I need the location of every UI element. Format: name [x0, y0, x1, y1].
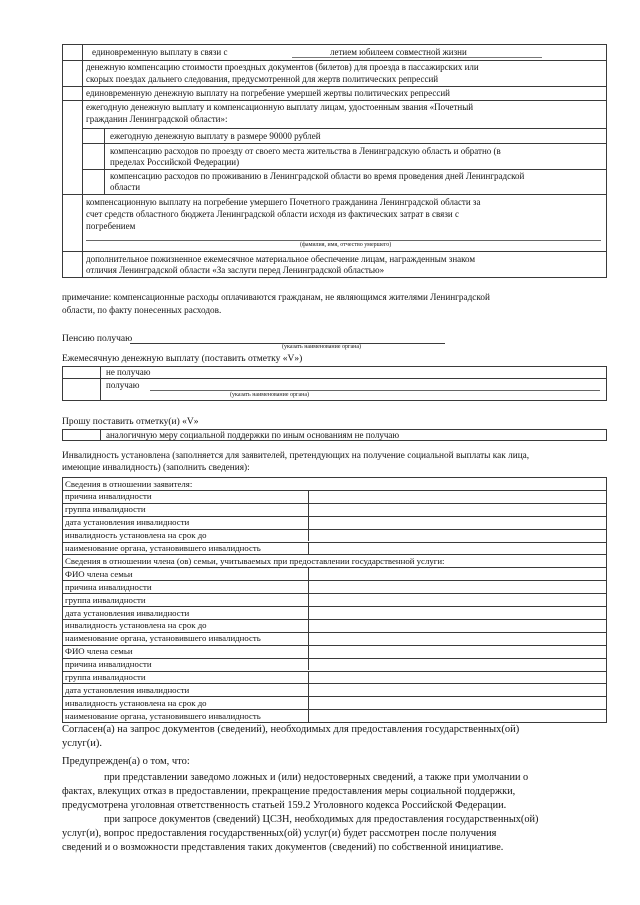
family-row-value-cell[interactable]: [309, 684, 606, 695]
warning-title: Предупрежден(а) о том, что:: [62, 756, 190, 767]
family-row-label: дата установления инвалидности: [65, 607, 190, 618]
warning-p2-line-1: при запросе документов (сведений) ЦСЗН, необходимых для предоставления государственных(ой): [104, 814, 539, 825]
checkbox-honorary-burial[interactable]: [63, 195, 82, 251]
family-row-label: дата установления инвалидности: [65, 684, 190, 695]
checkbox-honorary-citizen[interactable]: [63, 101, 82, 194]
applicant-row-label: группа инвалидности: [65, 504, 146, 515]
checkbox-accommodation-expenses[interactable]: [83, 170, 104, 194]
applicant-header-row-label: Сведения в отношении заявителя:: [65, 478, 193, 489]
family-row-value-cell[interactable]: [309, 620, 606, 631]
warning-p2-line-3: сведений и о возможности представления таких документов (сведений) по собственной инициативе.: [62, 842, 504, 853]
disability-intro-line-2: имеющие инвалидность) (заполнить сведения):: [62, 463, 250, 473]
table-column-divider: [308, 580, 309, 593]
table-column-divider: [308, 619, 309, 632]
option-row-3-text: единовременную денежную выплату на погребение умершей жертвы политических репрессий: [86, 88, 450, 98]
pension-label: Пенсию получаю: [62, 334, 133, 344]
warning-p2-line-2: услуг(и), вопрос предоставления государственных(ой) услуг(и) будет рассмотрен после получения: [62, 828, 497, 839]
table-column-divider: [308, 567, 309, 580]
consent-line-1: Согласен(а) на запрос документов (сведений), необходимых для предоставления государственных(ой): [62, 724, 520, 735]
note-line-2: области, по факту понесенных расходов.: [62, 305, 222, 315]
table-column-divider: [308, 709, 309, 722]
table-column-divider: [308, 503, 309, 516]
applicant-row-label: наименование органа, установившего инвалидность: [65, 543, 261, 553]
family-row-label: причина инвалидности: [65, 659, 152, 670]
family-header-row-label: Сведения в отношении члена (ов) семьи, учитываемых при предоставлении государственной услуги:: [65, 555, 445, 566]
consent-line-2: услуг(и).: [62, 738, 102, 749]
checkbox-monthly-not-receive[interactable]: [63, 367, 100, 378]
table-column-divider: [308, 529, 309, 542]
table-outer-border: [62, 477, 63, 722]
applicant-row-label: инвалидность установлена на срок до: [65, 530, 207, 541]
monthly-payment-label: Ежемесячную денежную выплату (поставить отметку «V»): [62, 354, 303, 364]
option-row-2-line-2: скорых поездах дальнего следования, предусмотренной для жертв политических репрессий: [86, 74, 439, 84]
option-row-4-sub-2-line-2: пределах Российской Федерации): [110, 157, 240, 167]
family-row-value-cell[interactable]: [309, 646, 606, 657]
warning-p1-line-2: фактах, влекущих отказ в предоставлении, прекращение предоставления меры социальной поддержки,: [62, 786, 516, 797]
table-column-divider: [308, 516, 309, 529]
family-row-value-cell[interactable]: [309, 672, 606, 683]
option-row-4-sub-1: ежегодную денежную выплату в размере 90000 рублей: [110, 131, 321, 141]
family-row-value-cell[interactable]: [309, 710, 606, 721]
warning-p1-line-1: при представлении заведомо ложных и (или) недостоверных сведений, а также при умолчании о: [104, 772, 529, 783]
option-row-1-fill: летием юбилеем совместной жизни: [330, 47, 467, 57]
applicant-row-value-cell[interactable]: [309, 530, 606, 541]
family-row-value-cell[interactable]: [309, 659, 606, 670]
family-row-label: группа инвалидности: [65, 672, 146, 682]
family-row-label: наименование органа, установившего инвалидность: [65, 710, 261, 721]
applicant-row-value-cell[interactable]: [309, 517, 606, 528]
family-row-value-cell[interactable]: [309, 633, 606, 644]
option-row-4-sub-3-line-2: области: [110, 182, 141, 192]
request-option-1: аналогичную меру социальной поддержки по иным основаниям не получаю: [106, 430, 400, 440]
option-row-1-text: единовременную выплату в связи с: [92, 47, 228, 57]
table-column-divider: [308, 658, 309, 671]
option-row-4-sub-2-line-1: компенсацию расходов по проезду от своего места жительства в Ленинградскую область и обратно (в: [110, 146, 501, 156]
table-column-divider: [308, 606, 309, 619]
warning-p1-line-3: предусмотрена уголовная ответственность статьей 159.2 Уголовного кодекса Российской Федерации.: [62, 800, 507, 811]
family-row-value-cell[interactable]: [309, 581, 606, 592]
monthly-caption: (указать наименование органа): [230, 392, 309, 398]
family-row-value-cell[interactable]: [309, 594, 606, 605]
deceased-name-caption: (фамилия, имя, отчество умершего): [300, 242, 392, 248]
family-row-label: причина инвалидности: [65, 581, 152, 592]
family-row-label: инвалидность установлена на срок до: [65, 697, 207, 708]
table-column-divider: [308, 490, 309, 503]
checkbox-no-similar-support[interactable]: [63, 430, 100, 440]
checkbox-annual-payment[interactable]: [83, 129, 104, 143]
checkbox-lifetime-support[interactable]: [63, 252, 82, 277]
option-row-4-line-1: ежегодную денежную выплату и компенсационную выплату лицам, удостоенным звания «Почетный: [86, 102, 474, 112]
option-row-6-line-1: дополнительное пожизненное ежемесячное материальное обеспечение лицам, награжденным знаком: [86, 254, 476, 264]
family-row-label: группа инвалидности: [65, 594, 146, 605]
table-column-divider: [308, 593, 309, 606]
family-row-label: ФИО члена семьи: [65, 568, 133, 579]
option-row-6-line-2: отличия Ленинградской области «За заслуги перед Ленинградской областью»: [86, 265, 385, 275]
family-row-value-cell[interactable]: [309, 697, 606, 708]
option-row-5-line-1: компенсационную выплату на погребение умершего Почетного гражданина Ленинградской области за: [86, 197, 481, 207]
applicant-row-value-cell[interactable]: [309, 543, 606, 554]
table-column-divider: [308, 542, 309, 555]
disability-intro-line-1: Инвалидность установлена (заполняется для заявителей, претендующих на получение социальной выплаты как лица,: [62, 451, 530, 461]
table-column-divider: [308, 671, 309, 684]
table-column-divider: [308, 632, 309, 645]
applicant-row-value-cell[interactable]: [309, 491, 606, 502]
checkbox-travel-expenses[interactable]: [83, 144, 104, 169]
family-row-label: наименование органа, установившего инвалидность: [65, 633, 261, 644]
table-outer-border: [606, 477, 607, 722]
applicant-row-label: причина инвалидности: [65, 491, 152, 502]
pension-caption: (указать наименование органа): [282, 344, 361, 350]
family-row-value-cell[interactable]: [309, 607, 606, 618]
monthly-option-receive: получаю: [106, 380, 140, 390]
option-row-5-line-2: счет средств областного бюджета Ленинградской области исходя из фактических затрат в связи с: [86, 209, 459, 219]
checkbox-burial-payment[interactable]: [63, 87, 82, 100]
monthly-option-not-receive: не получаю: [106, 367, 151, 377]
checkbox-monthly-receive[interactable]: [63, 379, 100, 400]
table-column-divider: [308, 696, 309, 709]
checkbox-travel-compensation[interactable]: [63, 61, 82, 86]
applicant-row-label: дата установления инвалидности: [65, 517, 190, 528]
table-column-divider: [308, 645, 309, 658]
request-label: Прошу поставить отметку(и) «V»: [62, 417, 199, 427]
note-line-1: примечание: компенсационные расходы оплачиваются гражданам, не являющимся жителями Ленинградской: [62, 292, 490, 302]
family-row-value-cell[interactable]: [309, 568, 606, 579]
option-row-2-line-1: денежную компенсацию стоимости проездных документов (билетов) для проезда в пассажирских или: [86, 62, 479, 72]
option-row-4-sub-3-line-1: компенсацию расходов по проживанию в Ленинградской области во время проведения дней Ленинградской: [110, 171, 525, 181]
family-row-label: инвалидность установлена на срок до: [65, 620, 207, 631]
family-row-label: ФИО члена семьи: [65, 646, 133, 657]
option-row-5-line-3: погребением: [86, 221, 136, 231]
checkbox-anniversary-payment[interactable]: [63, 45, 82, 60]
table-column-divider: [308, 683, 309, 696]
applicant-row-value-cell[interactable]: [309, 504, 606, 515]
option-row-4-line-2: гражданин Ленинградской области»:: [86, 114, 228, 124]
